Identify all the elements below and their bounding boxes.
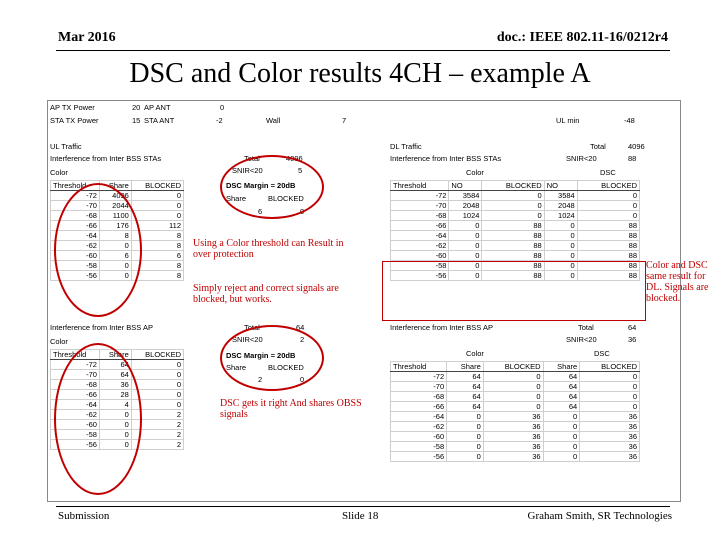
- table-cell: 36: [580, 432, 640, 442]
- table-cell: -70: [51, 201, 100, 211]
- table-cell: 0: [131, 201, 183, 211]
- table-row: [391, 432, 640, 442]
- table-cell: 64: [447, 392, 484, 402]
- table-cell: 64: [99, 370, 131, 380]
- table-cell: 0: [99, 241, 131, 251]
- table-cell: 0: [99, 430, 131, 440]
- table-cell: 88: [482, 241, 544, 251]
- table-cell: 2048: [544, 201, 577, 211]
- table-row: [391, 412, 640, 422]
- table-cell: 8: [131, 271, 183, 281]
- slide-title: DSC and Color results 4CH – example A: [129, 58, 591, 89]
- table-cell: 8: [131, 241, 183, 251]
- table-cell: 64: [543, 392, 580, 402]
- dl-dsc-label: DSC: [600, 168, 616, 177]
- table-cell: -70: [391, 201, 449, 211]
- table-cell: -70: [391, 382, 447, 392]
- table-cell: 88: [482, 231, 544, 241]
- table-cell: -62: [51, 241, 100, 251]
- table-cell: -62: [391, 241, 449, 251]
- header-doc-id: doc.: IEEE 802.11-16/0212r4: [496, 30, 668, 45]
- table-cell: 0: [543, 452, 580, 462]
- table-row: [391, 442, 640, 452]
- table-cell: 0: [131, 390, 183, 400]
- table-cell: 0: [544, 251, 577, 261]
- table-cell: 88: [577, 221, 639, 231]
- table-cell: 2: [131, 430, 183, 440]
- table-cell: -64: [51, 231, 100, 241]
- table-cell: -60: [391, 251, 449, 261]
- table-cell: -66: [51, 221, 100, 231]
- column-header: Threshold: [391, 362, 447, 372]
- table-cell: 0: [544, 231, 577, 241]
- table-cell: -72: [51, 360, 100, 370]
- column-header: BLOCKED: [131, 350, 183, 360]
- table-cell: 3584: [544, 191, 577, 201]
- table-cell: 28: [99, 390, 131, 400]
- table-cell: 88: [577, 261, 639, 271]
- table-cell: -66: [51, 390, 100, 400]
- table-row: [391, 201, 640, 211]
- table-cell: 4096: [99, 191, 131, 201]
- ul-interference-label: Interference from Inter BSS STAs: [50, 154, 162, 163]
- table-cell: 8: [99, 231, 131, 241]
- dl-snir-label: SNIR<20: [566, 154, 597, 163]
- table-cell: 88: [482, 261, 544, 271]
- table-cell: -60: [51, 251, 100, 261]
- table-cell: -56: [51, 440, 100, 450]
- table-cell: 88: [577, 271, 639, 281]
- table-cell: 0: [449, 241, 482, 251]
- table-cell: -64: [391, 412, 447, 422]
- table-cell: 88: [577, 231, 639, 241]
- table-cell: 88: [482, 251, 544, 261]
- table-cell: -58: [51, 261, 100, 271]
- footer-divider: [56, 506, 670, 507]
- table-cell: 0: [99, 271, 131, 281]
- footer-slide-number: Slide 18: [342, 510, 379, 522]
- r-interference-label: Interference from Inter BSS AP: [390, 323, 493, 332]
- table-cell: 0: [131, 360, 183, 370]
- r-snir-label: SNIR<20: [566, 335, 597, 344]
- table-cell: -58: [51, 430, 100, 440]
- annotation-dsc-right: DSC gets it right And shares OBSS signals: [220, 398, 362, 420]
- table-cell: 2044: [99, 201, 131, 211]
- table-cell: 36: [483, 442, 543, 452]
- footer-submission: Submission: [58, 510, 110, 522]
- table-cell: 0: [544, 261, 577, 271]
- sta-tx-power-label: STA TX Power: [50, 116, 99, 125]
- dl-interference-label: Interference from Inter BSS STAs: [390, 154, 502, 163]
- column-header: Share: [447, 362, 484, 372]
- table-cell: 1024: [449, 211, 482, 221]
- ul-min-value: -48: [624, 116, 635, 125]
- table-cell: 0: [544, 271, 577, 281]
- table-cell: 2: [131, 420, 183, 430]
- table-row: [391, 402, 640, 412]
- table-cell: 0: [449, 221, 482, 231]
- dsc-share-header: Share: [226, 194, 247, 203]
- wall-label: Wall: [266, 116, 281, 125]
- dsc2-share-header: Share: [226, 363, 247, 372]
- ul-total-label: Total: [244, 154, 260, 163]
- table-cell: 36: [483, 422, 543, 432]
- column-header: Share: [543, 362, 580, 372]
- table-cell: 2: [131, 410, 183, 420]
- table-cell: 0: [131, 191, 183, 201]
- table-cell: 0: [449, 271, 482, 281]
- table-cell: -56: [391, 452, 447, 462]
- table-cell: 6: [99, 251, 131, 261]
- dl-snir-value: 88: [628, 154, 637, 163]
- table-cell: 64: [543, 372, 580, 382]
- dsc2-margin-highlight-ring: [220, 325, 324, 391]
- table-row: [391, 211, 640, 221]
- table-cell: 0: [483, 392, 543, 402]
- column-header: Threshold: [391, 181, 449, 191]
- ap-snir-value: 2: [300, 335, 305, 344]
- dl-total-label: Total: [590, 142, 606, 151]
- column-header: BLOCKED: [131, 181, 183, 191]
- table-cell: -72: [51, 191, 100, 201]
- ul-traffic-label: UL Traffic: [50, 142, 82, 151]
- header-divider: [56, 50, 670, 51]
- table-cell: 0: [544, 221, 577, 231]
- dl-total-value: 4096: [628, 142, 645, 151]
- ap-total-value: 64: [296, 323, 305, 332]
- table-row: [391, 392, 640, 402]
- table-cell: 0: [447, 452, 484, 462]
- ul-color-label: Color: [50, 168, 68, 177]
- sta-ant-label: STA ANT: [144, 116, 175, 125]
- table-cell: 2: [131, 440, 183, 450]
- table-cell: 0: [447, 412, 484, 422]
- table-cell: 88: [482, 271, 544, 281]
- wall-value: 7: [342, 116, 347, 125]
- table-cell: -68: [51, 211, 100, 221]
- table-cell: 4: [99, 400, 131, 410]
- column-header: BLOCKED: [577, 181, 639, 191]
- r-total-label: Total: [578, 323, 594, 332]
- table-cell: -68: [391, 392, 447, 402]
- table-cell: -58: [391, 261, 449, 271]
- table-cell: 64: [447, 382, 484, 392]
- table-cell: 2048: [449, 201, 482, 211]
- ap-interference-label: Interference from Inter BSS AP: [50, 323, 153, 332]
- table-cell: 0: [131, 211, 183, 221]
- table-cell: -72: [391, 372, 447, 382]
- dsc-blocked-header: BLOCKED: [268, 194, 304, 203]
- table-cell: -58: [391, 442, 447, 452]
- table-cell: 0: [99, 261, 131, 271]
- table-cell: 0: [482, 201, 544, 211]
- column-header: Share: [99, 350, 131, 360]
- table-row: [391, 422, 640, 432]
- sta-tx-power-value: 15: [132, 116, 141, 125]
- table-cell: 0: [483, 382, 543, 392]
- table-cell: -66: [391, 402, 447, 412]
- table-cell: -70: [51, 370, 100, 380]
- table-cell: -62: [51, 410, 100, 420]
- table-cell: 36: [483, 452, 543, 462]
- column-header: BLOCKED: [580, 362, 640, 372]
- table-row: [391, 372, 640, 382]
- header-date: Mar 2016: [58, 30, 116, 45]
- column-header: Threshold: [51, 350, 100, 360]
- table-row: [391, 221, 640, 231]
- ap-ant-value: 0: [220, 103, 225, 112]
- table-cell: 36: [580, 452, 640, 462]
- table-cell: 36: [580, 412, 640, 422]
- column-header: BLOCKED: [483, 362, 543, 372]
- table-row: [391, 251, 640, 261]
- table-cell: 64: [99, 360, 131, 370]
- dl-traffic-label: DL Traffic: [390, 142, 422, 151]
- dl-blocked-highlight-box: [382, 261, 646, 321]
- table-cell: 0: [482, 191, 544, 201]
- table-cell: 8: [131, 261, 183, 271]
- table-cell: -60: [391, 432, 447, 442]
- table-cell: 0: [577, 211, 639, 221]
- table-cell: 0: [580, 382, 640, 392]
- table-cell: 0: [543, 422, 580, 432]
- table-cell: 1024: [544, 211, 577, 221]
- table-cell: -68: [391, 211, 449, 221]
- table-cell: 0: [543, 432, 580, 442]
- table-cell: 176: [99, 221, 131, 231]
- table-cell: 0: [577, 191, 639, 201]
- table-cell: 0: [99, 440, 131, 450]
- table-cell: 36: [483, 432, 543, 442]
- r-snir-value: 36: [628, 335, 637, 344]
- dsc2-blocked-header: BLOCKED: [268, 363, 304, 372]
- dsc-blocked-value: 0: [300, 207, 305, 216]
- ul-snir-value: 5: [298, 166, 303, 175]
- table-row: [391, 382, 640, 392]
- ul-min-label: UL min: [556, 116, 580, 125]
- table-cell: 0: [577, 201, 639, 211]
- table-cell: -62: [391, 422, 447, 432]
- annotation-dl-same-result: Color and DSC same result for DL. Signals are blocked.: [646, 260, 709, 304]
- table-cell: 112: [131, 221, 183, 231]
- dsc2-margin-label: DSC Margin = 20dB: [226, 351, 296, 360]
- r-color-label: Color: [466, 349, 484, 358]
- ap-snir-label: SNIR<20: [232, 335, 263, 344]
- table-row: [391, 231, 640, 241]
- dsc-margin-highlight-ring: [220, 155, 324, 219]
- table-cell: 88: [577, 241, 639, 251]
- table-cell: 0: [447, 422, 484, 432]
- table-cell: 0: [449, 231, 482, 241]
- table-cell: 0: [447, 432, 484, 442]
- ap-color-label: Color: [50, 337, 68, 346]
- table-cell: 8: [131, 231, 183, 241]
- table-cell: 36: [483, 412, 543, 422]
- table-cell: 0: [449, 251, 482, 261]
- table-cell: 64: [543, 402, 580, 412]
- ul-snir-label: SNIR<20: [232, 166, 263, 175]
- ap-tx-power-value: 20: [132, 103, 141, 112]
- table-cell: 64: [447, 402, 484, 412]
- table-cell: 36: [580, 442, 640, 452]
- annotation-over-protection: Using a Color threshold can Result in over protection: [193, 238, 344, 260]
- table-cell: 0: [544, 241, 577, 251]
- table-cell: -56: [51, 271, 100, 281]
- table-cell: 36: [580, 422, 640, 432]
- dl-color-label: Color: [466, 168, 484, 177]
- table-cell: -64: [51, 400, 100, 410]
- column-header: NO: [449, 181, 482, 191]
- table-cell: 0: [131, 370, 183, 380]
- table-cell: -60: [51, 420, 100, 430]
- table-cell: 0: [447, 442, 484, 452]
- table-cell: 0: [449, 261, 482, 271]
- table-cell: 0: [543, 442, 580, 452]
- table-cell: 6: [131, 251, 183, 261]
- table-cell: 88: [577, 251, 639, 261]
- table-cell: 0: [131, 380, 183, 390]
- table-cell: 0: [580, 372, 640, 382]
- ul-threshold-highlight-ring: [54, 183, 142, 317]
- table-cell: 64: [447, 372, 484, 382]
- ap-total-label: Total: [244, 323, 260, 332]
- r-table: [390, 361, 640, 462]
- table-cell: -56: [391, 271, 449, 281]
- ap-threshold-highlight-ring: [54, 343, 142, 495]
- ap-ant-label: AP ANT: [144, 103, 171, 112]
- dsc-margin-label: DSC Margin = 20dB: [226, 181, 296, 190]
- table-cell: 0: [543, 412, 580, 422]
- column-header: NO: [544, 181, 577, 191]
- table-cell: 0: [483, 402, 543, 412]
- annotation-simply-reject: Simply reject and correct signals are blocked, but works.: [193, 283, 339, 305]
- table-cell: 0: [131, 400, 183, 410]
- dsc-share-value: 6: [258, 207, 263, 216]
- table-cell: 64: [543, 382, 580, 392]
- table-cell: -72: [391, 191, 449, 201]
- r-total-value: 64: [628, 323, 637, 332]
- column-header: Threshold: [51, 181, 100, 191]
- table-cell: -66: [391, 221, 449, 231]
- column-header: Share: [99, 181, 131, 191]
- table-cell: -64: [391, 231, 449, 241]
- table-cell: 0: [99, 410, 131, 420]
- table-cell: -68: [51, 380, 100, 390]
- dsc2-blocked-value: 0: [300, 375, 305, 384]
- table-cell: 3584: [449, 191, 482, 201]
- table-cell: 0: [99, 420, 131, 430]
- footer-author: Graham Smith, SR Technologies: [527, 510, 672, 522]
- r-dsc-label: DSC: [594, 349, 610, 358]
- table-cell: 0: [580, 392, 640, 402]
- table-cell: 1100: [99, 211, 131, 221]
- table-cell: 88: [482, 221, 544, 231]
- column-header: BLOCKED: [482, 181, 544, 191]
- table-row: [391, 191, 640, 201]
- table-cell: 0: [483, 372, 543, 382]
- table-cell: 36: [99, 380, 131, 390]
- table-row: [391, 241, 640, 251]
- table-cell: 0: [482, 211, 544, 221]
- ul-total-value: 4096: [286, 154, 303, 163]
- table-row: [391, 452, 640, 462]
- ap-tx-power-label: AP TX Power: [50, 103, 95, 112]
- dsc2-share-value: 2: [258, 375, 263, 384]
- table-cell: 0: [580, 402, 640, 412]
- sta-ant-value: -2: [216, 116, 223, 125]
